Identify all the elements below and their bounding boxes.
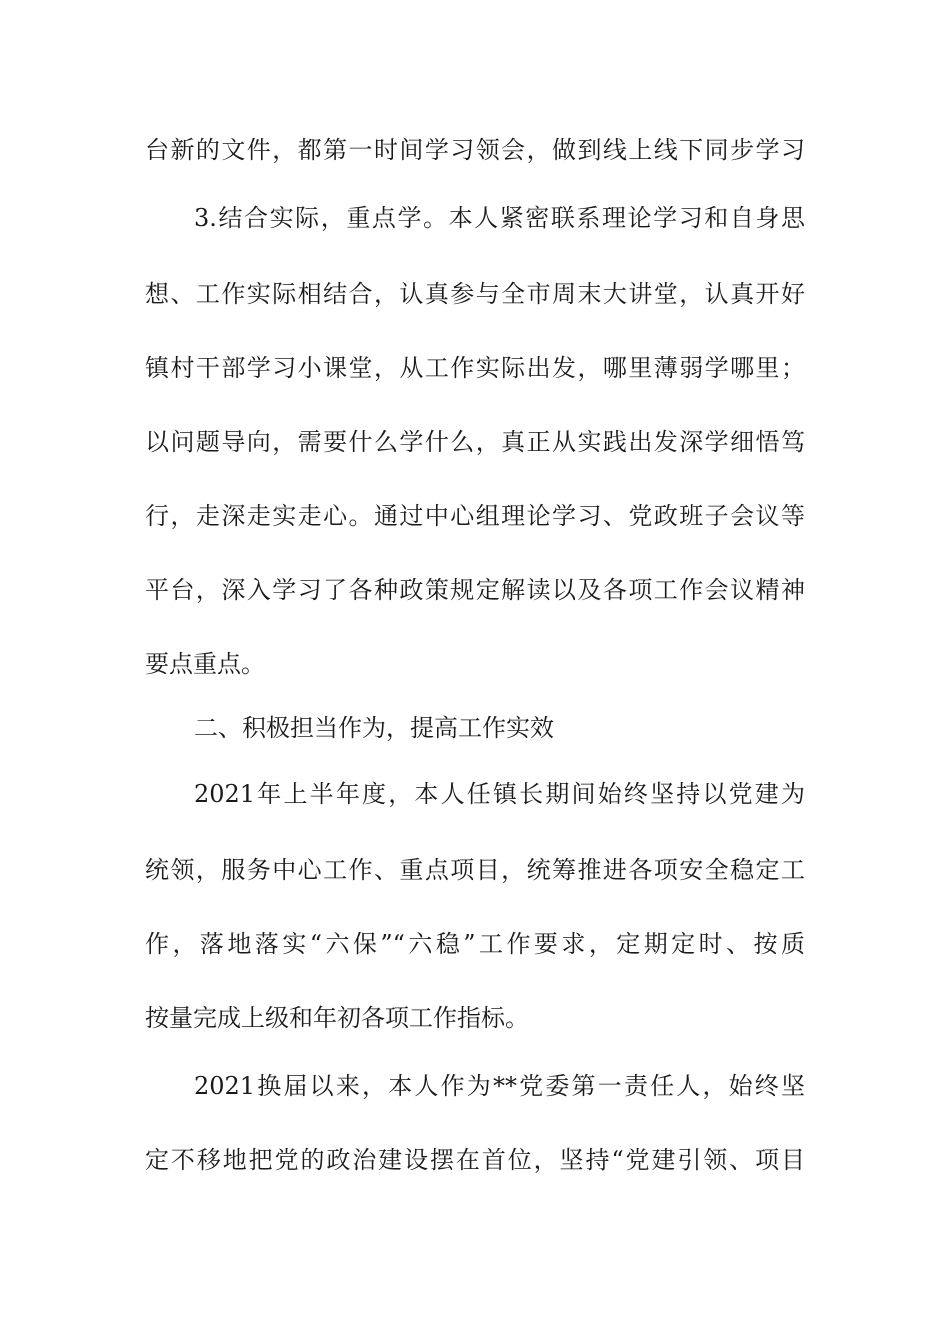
section-heading: 二、积极担当作为，提高工作实效 <box>194 714 554 742</box>
text-line: 定不移地把党的政治建设摆在首位，坚持“党建引领、项目 <box>145 1146 805 1174</box>
text-line: 镇村干部学习小课堂，从工作实际出发，哪里薄弱学哪里； <box>145 354 805 382</box>
text-line: 统领，服务中心工作、重点项目，统筹推进各项安全稳定工 <box>145 856 805 884</box>
text-line: 台新的文件，都第一时间学习领会，做到线上线下同步学习 <box>145 136 805 164</box>
text-line: 平台，深入学习了各种政策规定解读以及各项工作会议精神 <box>145 576 805 604</box>
text-line: 行，走深走实走心。通过中心组理论学习、党政班子会议等 <box>145 502 805 530</box>
paragraph-last-line: 要点重点。 <box>145 650 265 678</box>
text-line: 以问题导向，需要什么学什么，真正从实践出发深学细悟笃 <box>145 428 805 456</box>
paragraph-last-line: 按量完成上级和年初各项工作指标。 <box>145 1004 529 1032</box>
text-line: 作，落地落实“六保”“六稳”工作要求，定期定时、按质 <box>145 930 805 958</box>
text-line: 想、工作实际相结合，认真参与全市周末大讲堂，认真开好 <box>145 280 805 308</box>
paragraph-first-line: 2021换届以来，本人作为**党委第一责任人，始终坚 <box>194 1072 805 1100</box>
paragraph-first-line: 3.结合实际，重点学。本人紧密联系理论学习和自身思 <box>194 204 805 232</box>
paragraph-first-line: 2021年上半年度，本人任镇长期间始终坚持以党建为 <box>194 780 805 808</box>
